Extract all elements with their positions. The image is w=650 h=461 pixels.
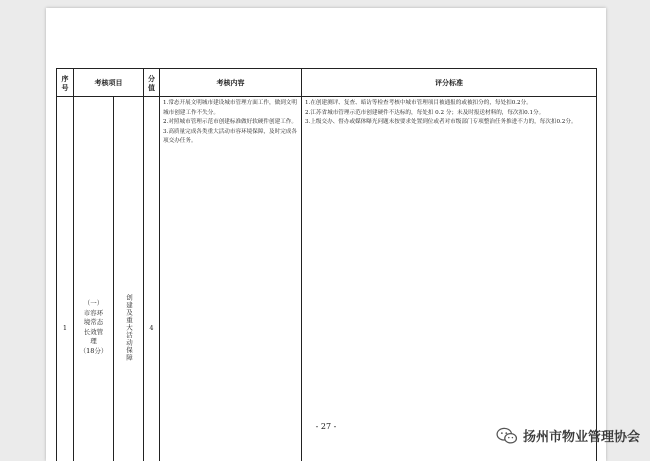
page-number: - 27 -	[315, 422, 337, 431]
row-seq: 1	[57, 97, 74, 461]
standard-line: 3.上级交办、督办或媒体曝光问题未按要求处置到位或者对市级部门专项整治任务推进不力的，每次扣0.2分。	[305, 119, 577, 126]
content-line: 1.常态开展文明城市建设城市管理方面工作，做到文明城市创建工作不失分。	[163, 100, 297, 116]
row-score: 4	[144, 97, 160, 461]
header-content: 考核内容	[160, 69, 302, 97]
row-item: （一） 市容环 境常态 长效管 理 （18分）	[74, 97, 114, 461]
header-item: 考核项目	[74, 69, 144, 97]
document-page	[46, 8, 606, 461]
standard-line: 1.在创建测评、复查、暗访等检查考核中城市管理项目被通报的或被扣分的，每处扣0.2分。	[305, 100, 532, 106]
watermark-text: 扬州市物业管理协会	[522, 430, 640, 445]
row-subitem	[114, 97, 144, 461]
table-row	[57, 97, 597, 461]
row-standard	[302, 97, 597, 461]
content-line: 2.对照城市管理示范市创建标准做好软硬件创建工作。	[163, 119, 297, 126]
header-score: 分 值	[144, 69, 160, 97]
header-standard: 评分标准	[302, 69, 597, 97]
content-line: 3.高质量完成各类重大活动市容环境保障，及时完成各项交办任务。	[163, 128, 297, 145]
header-seq: 序 号	[57, 69, 74, 97]
assessment-table	[56, 68, 597, 461]
watermark	[496, 426, 640, 445]
row-content	[160, 97, 302, 461]
wechat-logo-icon	[496, 427, 518, 445]
standard-line: 2.江苏省城市管理示范市创建硬件不达标的，每处扣 0.2 分；未及时报送材料的，每次扣0.1分。	[305, 109, 545, 116]
table-header-row	[57, 69, 597, 97]
row-subitem-text: 创建及重大活动保障	[125, 293, 133, 362]
